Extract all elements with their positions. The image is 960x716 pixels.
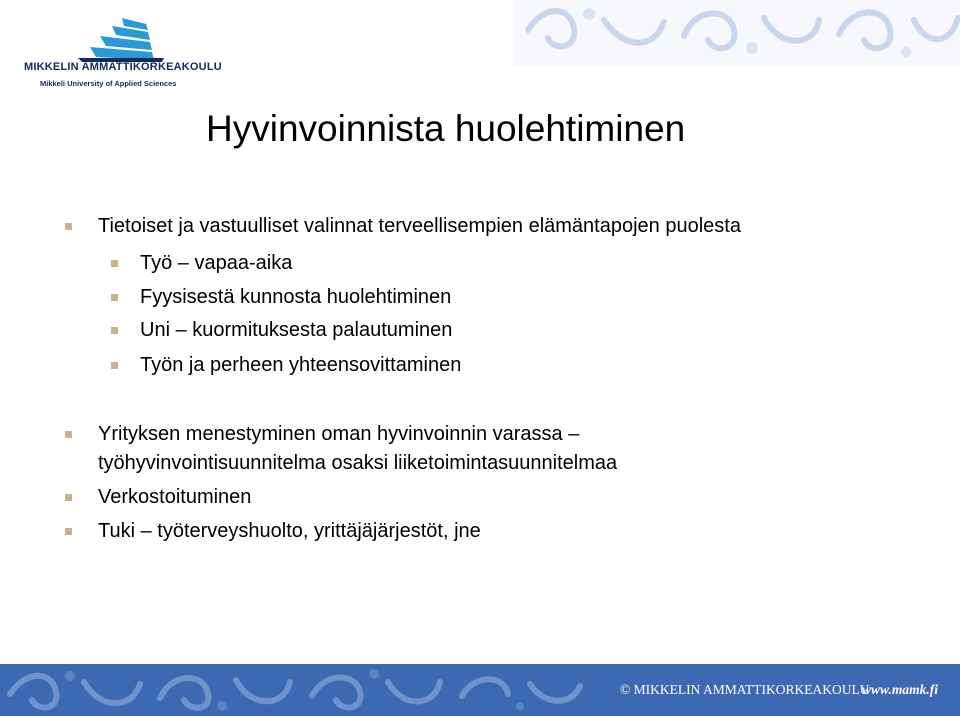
square-bullet-icon	[111, 294, 118, 301]
slide-title: Hyvinvoinnista huolehtiminen	[206, 108, 686, 149]
footer-bar	[0, 664, 960, 716]
square-bullet-icon	[65, 528, 72, 535]
sail-logo-icon	[76, 16, 166, 62]
school-logo	[24, 16, 222, 94]
footer-ornament-decoration	[0, 664, 600, 716]
square-bullet-icon	[111, 327, 118, 334]
sub-bullet-item	[140, 316, 452, 345]
bullet-text: Työ – vapaa-aika	[140, 252, 293, 274]
sub-bullet-item	[140, 249, 292, 278]
square-bullet-icon	[111, 362, 118, 369]
square-bullet-icon	[65, 494, 72, 501]
bullet-text: Verkostoituminen	[98, 486, 252, 508]
bullet-item	[98, 517, 481, 546]
bullet-text: Fyysisestä kunnosta huolehtiminen	[140, 286, 452, 308]
square-bullet-icon	[65, 431, 72, 438]
square-bullet-icon	[111, 260, 118, 267]
bullet-text: Työn ja perheen yhteensovittaminen	[140, 354, 462, 376]
logo-name: MIKKELIN AMMATTIKORKEAKOULU	[24, 61, 222, 73]
footer-url: www.mamk.fi	[862, 682, 939, 697]
bullet-text: Yrityksen menestyminen oman hyvinvoinnin varassa –	[98, 423, 580, 445]
sub-bullet-item	[140, 283, 451, 312]
bullet-text: Uni – kuormituksesta palautuminen	[140, 319, 453, 341]
footer-copyright: © MIKKELIN AMMATTIKORKEAKOULU	[620, 682, 870, 697]
bullet-item	[98, 212, 741, 241]
bullet-text: Tuki – työterveyshuolto, yrittäjäjärjestöt, jne	[98, 520, 481, 542]
square-bullet-icon	[65, 223, 72, 230]
bullet-item	[98, 483, 251, 512]
logo-subtitle: Mikkeli University of Applied Sciences	[40, 79, 177, 88]
bullet-item	[98, 420, 579, 449]
sub-bullet-item	[140, 351, 461, 380]
bullet-text: Tietoiset ja vastuulliset valinnat terveellisempien elämäntapojen puolesta	[98, 215, 741, 237]
top-ornament-decoration	[514, 0, 960, 66]
bullet-continuation: työhyvinvointisuunnitelma osaksi liiketoimintasuunnitelmaa	[98, 452, 618, 474]
